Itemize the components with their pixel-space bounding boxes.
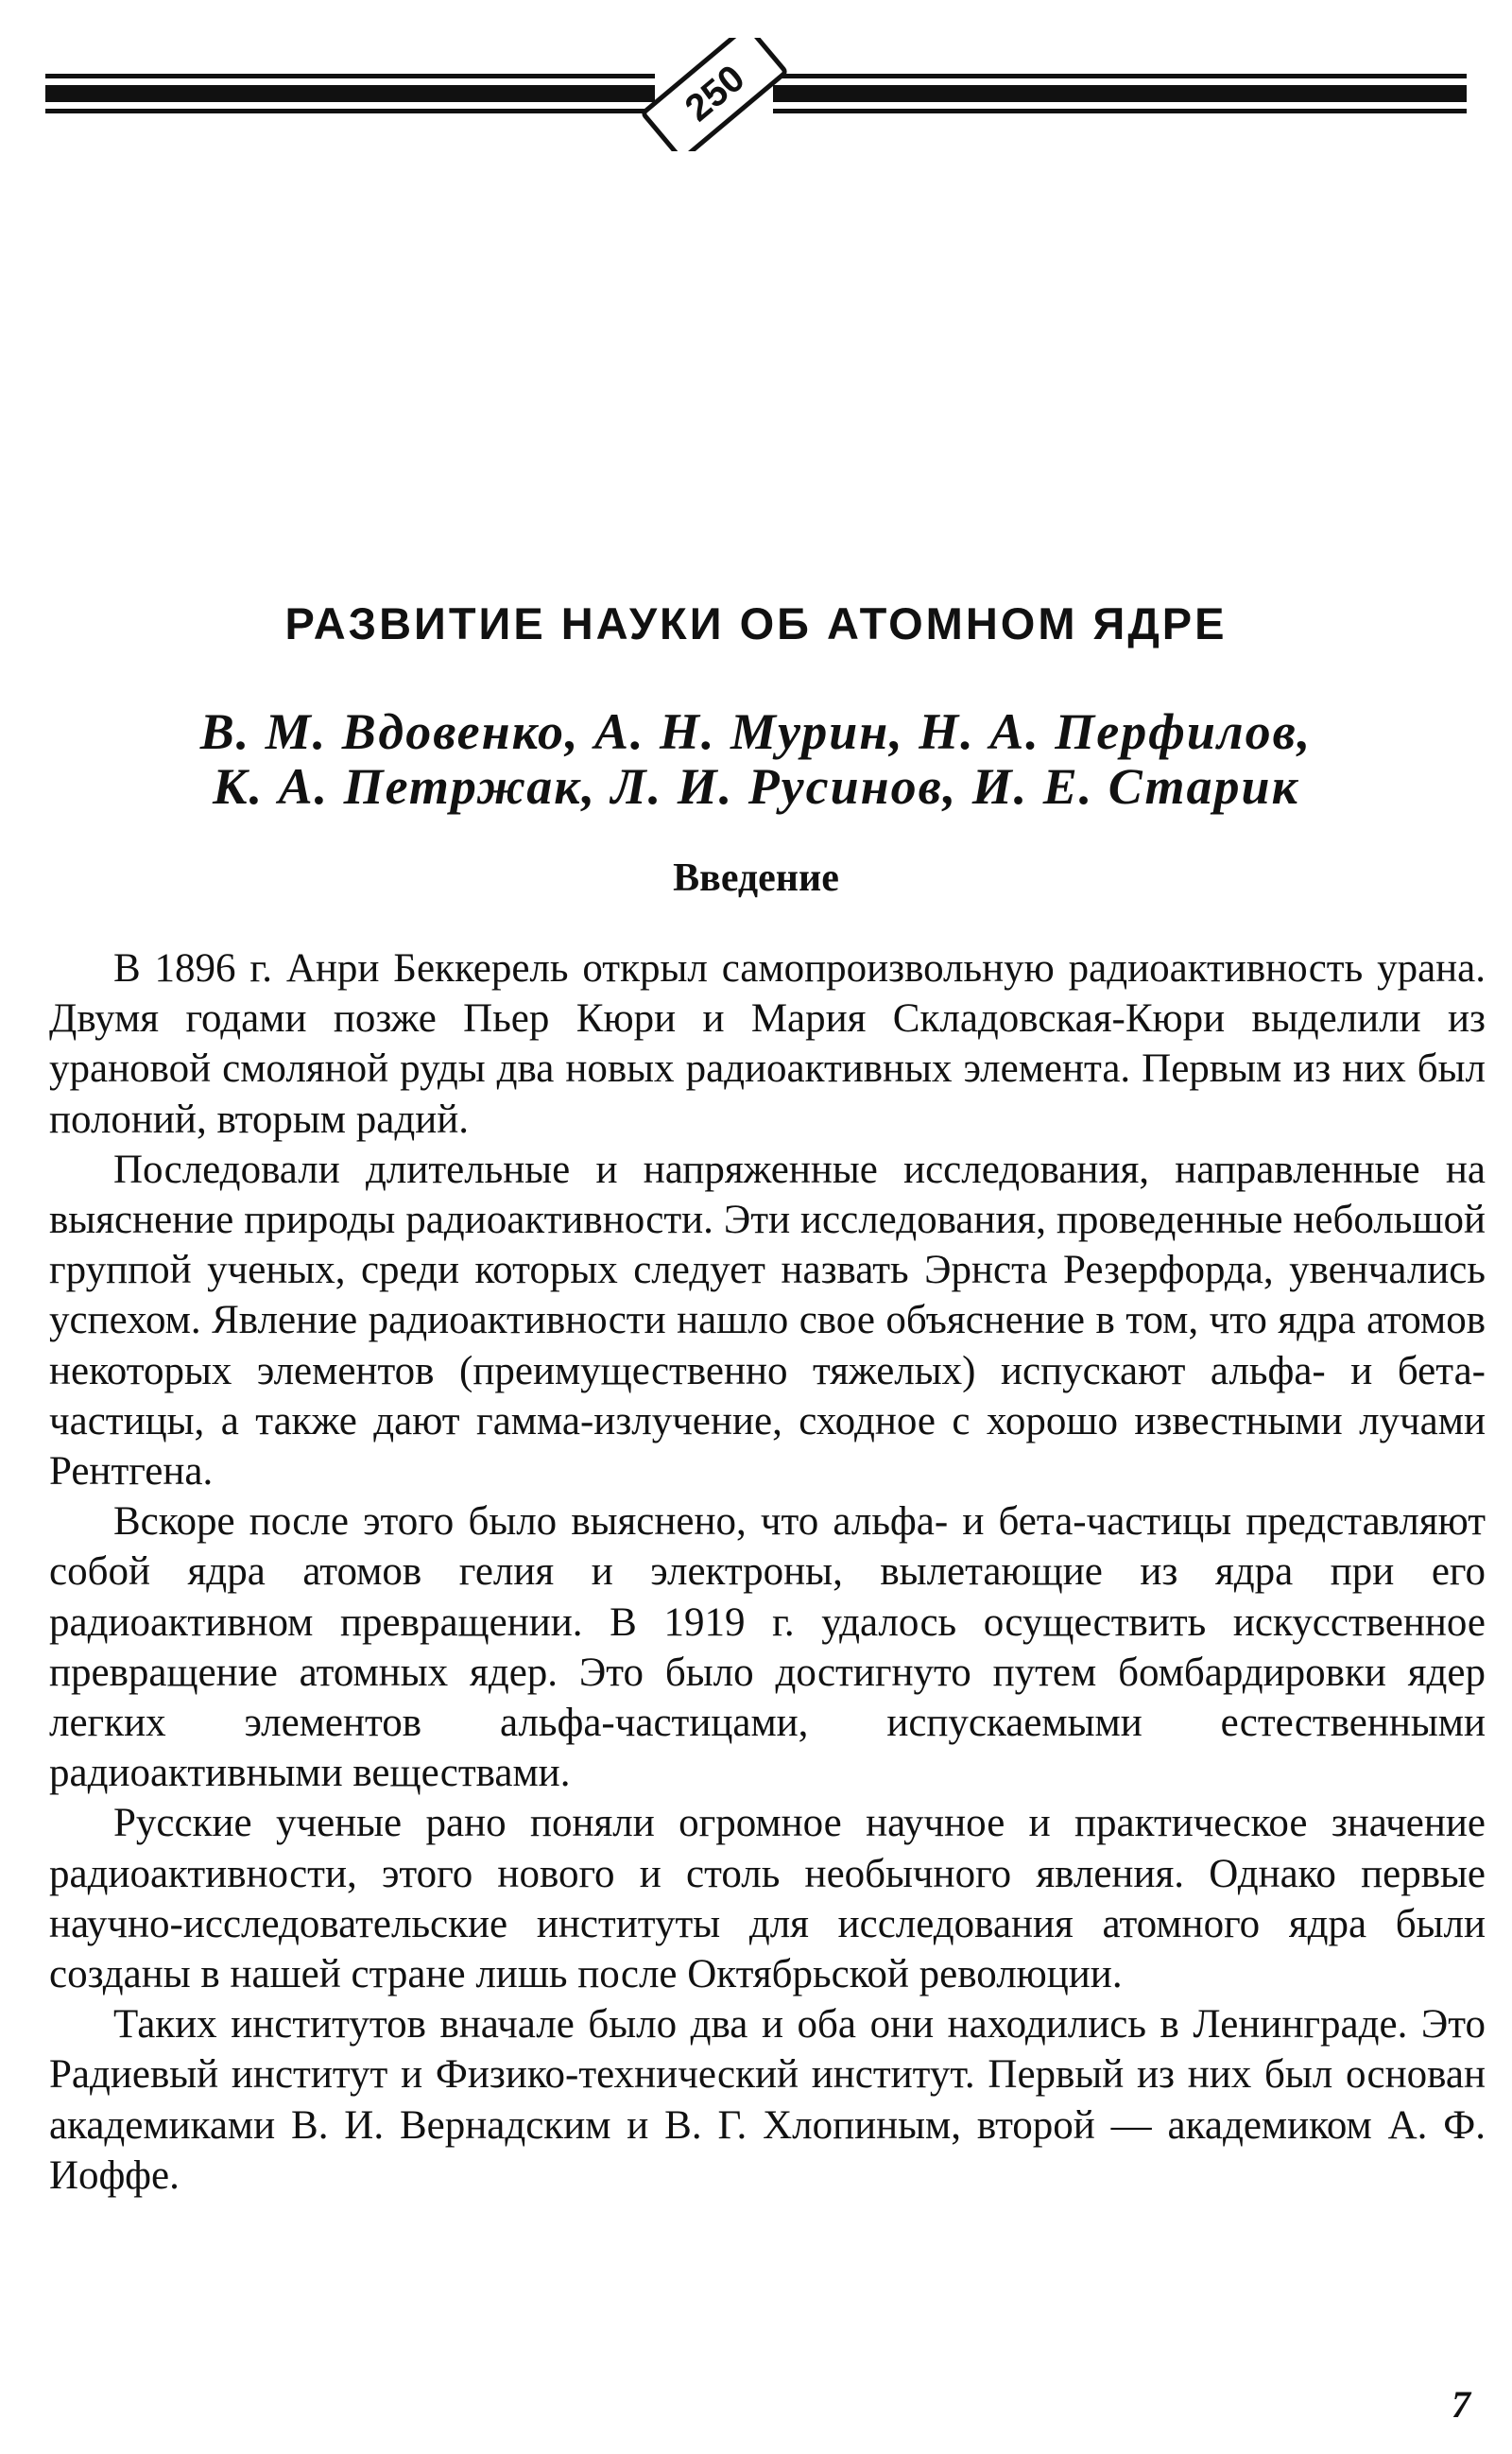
- page-number: 7: [1452, 2383, 1470, 2426]
- section-heading: Введение: [673, 856, 839, 900]
- header-ornament: [45, 38, 1467, 151]
- header-band: [45, 38, 1467, 151]
- authors-line-2: К. А. Петржак, Л. И. Русинов, И. Е. Старик: [213, 758, 1299, 815]
- rule-left-top: [45, 74, 655, 78]
- paragraph-2: Последовали длительные и напряженные исследования, направленные на выяснение природы радиоактивности. Эти исследования, проведенные небольшой группой ученых, среди которых следует назвать Эрнста Резерфорда, увенчались успехом. Явление радиоактивности нашло свое объяснение в том, что ядра атомов некоторых элементов (преимущественно тяжелых) испускают альфа- и бета-частицы, а также дают гамма-излучение, сходное с хорошо известными лучами Рентгена.: [49, 1147, 1486, 1495]
- article-title: РАЗВИТИЕ НАУКИ ОБ АТОМНОМ ЯДРЕ: [284, 598, 1228, 648]
- paragraph-1: В 1896 г. Анри Беккерель открыл самопроизвольную радиоактивность урана. Двумя годами позже Пьер Кюри и Мария Складовская-Кюри выделили из урановой смоляной руды два новых радиоактивных элемента. Первым из них был полоний, вторым радий.: [49, 946, 1486, 1142]
- number-tab: [643, 38, 785, 151]
- paragraph-4: Русские ученые рано поняли огромное научное и практическое значение радиоактивности, этого нового и столь необычного явления. Однако первые научно-исследовательские институты для исследования атомного ядра были созданы в нашей стране лишь после Октябрьской революции.: [49, 1801, 1486, 1997]
- authors-line-1: В. М. Вдовенко, А. Н. Мурин, Н. А. Перфилов,: [199, 703, 1313, 760]
- rule-left-bottom: [45, 109, 655, 113]
- rule-left-main: [45, 85, 655, 102]
- rule-right-bottom: [773, 109, 1467, 113]
- paragraph-5: Таких институтов вначале было два и оба они находились в Ленинграде. Это Радиевый институт и Физико-технический институт. Первый из них был основан академиками В. И. Вернадским и В. Г. Хлопиным, второй — академиком А. Ф. Иоффе.: [49, 2002, 1486, 2198]
- paragraph-3: Вскоре после этого было выяснено, что альфа- и бета-частицы представляют собой ядра атомов гелия и электроны, вылетающие из ядра при его радиоактивном превращении. В 1919 г. удалось осуществить искусственное превращение атомных ядер. Это было достигнуто путем бомбардировки ядер легких элементов альфа-частицами, испускаемыми естественными радиоактивными веществами.: [49, 1499, 1486, 1796]
- authors: [0, 704, 1512, 814]
- rule-right-top: [773, 74, 1467, 78]
- article-body: [49, 943, 1486, 2201]
- rule-right-main: [773, 85, 1467, 102]
- number-tab-label: 250: [677, 57, 753, 130]
